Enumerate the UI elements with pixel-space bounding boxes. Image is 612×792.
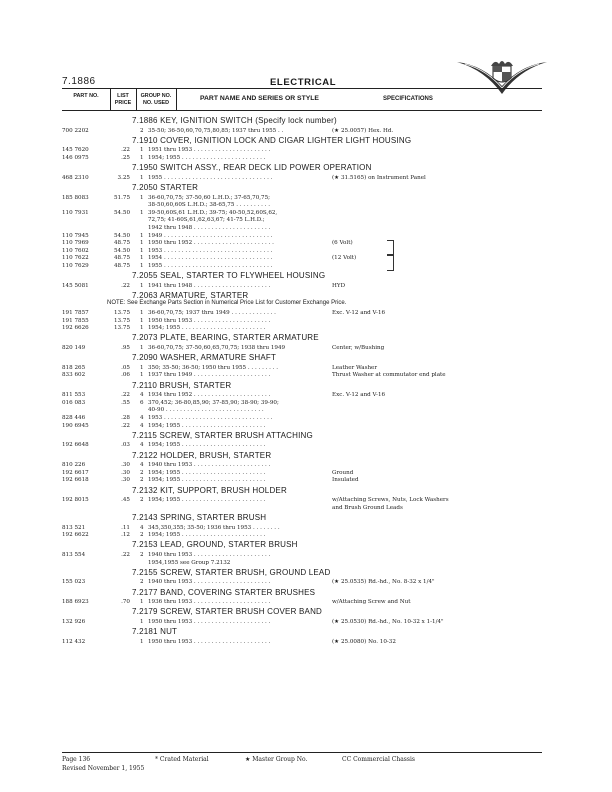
- list-price: .55: [121, 399, 130, 406]
- quantity-used: 1: [140, 209, 144, 216]
- series-description: 1955 . . . . . . . . . . . . . . . . . . . . . . . . . . . . . . .: [148, 174, 273, 181]
- part-row: [62, 504, 542, 512]
- list-price: .45: [121, 497, 130, 504]
- series-description: 1954; 1955 . . . . . . . . . . . . . . . . . . . . . . . .: [148, 442, 266, 449]
- series-description: 1954; 1955 . . . . . . . . . . . . . . . . . . . . . . . .: [148, 477, 266, 484]
- list-price: .22: [121, 552, 130, 558]
- list-price: 13.75: [113, 317, 130, 324]
- part-number: 155 023: [62, 579, 86, 586]
- part-number: 132 926: [62, 619, 86, 625]
- part-row: [62, 598, 542, 606]
- part-number: 145 7620: [62, 147, 89, 154]
- quantity-used: 4: [140, 524, 144, 531]
- quantity-used: 1: [140, 345, 144, 351]
- series-description: 36-60,70,75; 1937 thru 1949 . . . . . . . . . . . . .: [148, 310, 276, 316]
- quantity-used: 2: [140, 497, 144, 504]
- legend-master-group: ★ Master Group No.: [245, 756, 308, 763]
- part-number: 811 553: [62, 392, 86, 399]
- quantity-used: 2: [140, 532, 144, 539]
- part-row: [62, 262, 542, 270]
- series-description: 39-50,60S,61 L.H.D.; 39-75; 40-50,52,60S,62,: [148, 209, 278, 216]
- part-number: 191 7855: [62, 317, 89, 324]
- part-number: 110 7622: [62, 255, 89, 262]
- quantity-used: 1: [140, 282, 144, 289]
- part-row: [62, 578, 542, 586]
- part-row: [62, 371, 542, 379]
- group-heading: 7.2153 LEAD, GROUND, STARTER BRUSH: [132, 540, 298, 550]
- quantity-used: 1: [140, 194, 144, 201]
- specification: (★ 25.0057) Hex. Hd.: [332, 127, 394, 134]
- group-heading: 7.2122 HOLDER, BRUSH, STARTER: [132, 450, 272, 460]
- part-number: 188 6923: [62, 599, 89, 606]
- group-heading: 7.2055 SEAL, STARTER TO FLYWHEEL HOUSING: [132, 271, 326, 281]
- specification: Exc. V-12 and V-16: [332, 392, 386, 399]
- quantity-used: 6: [140, 399, 144, 406]
- column-header-part-no: PART NO.: [73, 93, 99, 99]
- quantity-used: 1: [140, 174, 144, 181]
- quantity-used: 1: [140, 147, 144, 154]
- list-price: .22: [121, 282, 130, 289]
- list-price: .03: [121, 442, 130, 449]
- list-price: .12: [121, 532, 130, 539]
- part-row: [62, 324, 542, 332]
- specification: and Brush Ground Leads: [332, 504, 403, 511]
- part-number: 192 6618: [62, 477, 89, 484]
- group-heading: 7.2143 SPRING, STARTER BRUSH: [132, 513, 267, 522]
- group-heading: 7.2090 WASHER, ARMATURE SHAFT: [132, 353, 277, 363]
- part-number: 820 149: [62, 345, 86, 351]
- part-number: 810 226: [62, 462, 86, 469]
- group-heading: 7.1950 SWITCH ASSY., REAR DECK LID POWER OPERATION: [132, 163, 372, 173]
- series-description: 1936 thru 1953 . . . . . . . . . . . . . . . . . . . . . .: [148, 599, 271, 606]
- part-number: 016 083: [62, 399, 86, 406]
- series-description: 1951 thru 1953 . . . . . . . . . . . . . . . . . . . . . .: [148, 147, 271, 154]
- part-row: [62, 638, 542, 646]
- part-number: 833 602: [62, 372, 86, 379]
- specification: (6 Volt): [332, 240, 353, 247]
- series-description: 35-50; 36-50,60,70,75,80,85; 1937 thru 1955 . .: [148, 127, 284, 134]
- part-number: 192 6622: [62, 532, 89, 539]
- group-number: 7.1886: [62, 76, 96, 87]
- quantity-used: 1: [140, 310, 144, 316]
- part-number: 700 2202: [62, 127, 89, 134]
- part-number: 818 265: [62, 364, 86, 371]
- specification: Exc. V-12 and V-16: [332, 310, 386, 316]
- list-price: .22: [121, 147, 130, 154]
- part-number: 110 7629: [62, 263, 89, 269]
- column-divider: [176, 89, 177, 110]
- section-title: ELECTRICAL: [270, 77, 337, 88]
- legend-crated: * Crated Material: [155, 756, 209, 763]
- group-heading: 7.2177 BAND, COVERING STARTER BRUSHES: [132, 587, 316, 597]
- list-price: .22: [121, 422, 130, 429]
- part-number: 192 6626: [62, 325, 89, 332]
- specification: Thrust Washer at commutator end plate: [332, 372, 446, 379]
- quantity-used: 1: [140, 247, 144, 254]
- series-description: 1950 thru 1953 . . . . . . . . . . . . . . . . . . . . . .: [148, 317, 271, 324]
- list-price: .95: [121, 345, 130, 351]
- page-number: Page 136: [62, 756, 91, 763]
- part-row: [62, 154, 542, 162]
- series-description: 38-50,60,60S L.H.D.; 38-65,75 . . . . . . . . . .: [148, 202, 270, 209]
- bracket-12-volt: [387, 255, 394, 270]
- group-heading: 7.2155 SCREW, STARTER BRUSH, GROUND LEAD: [132, 567, 331, 577]
- list-price: 54.50: [113, 209, 130, 216]
- group-heading: 7.2050 STARTER: [132, 183, 199, 192]
- part-row: [62, 441, 542, 449]
- specification: Leather Washer: [332, 364, 378, 371]
- quantity-used: 1: [140, 232, 144, 239]
- quantity-used: 1: [140, 255, 144, 262]
- group-heading: 7.1886 KEY, IGNITION SWITCH (Specify lock number): [132, 116, 337, 125]
- part-row: [62, 174, 542, 182]
- quantity-used: 2: [140, 552, 144, 558]
- group-heading: 7.2132 KIT, SUPPORT, BRUSH HOLDER: [132, 485, 287, 495]
- bracket-6-volt: [387, 240, 394, 255]
- series-description: 1934 thru 1952 . . . . . . . . . . . . . . . . . . . . . .: [148, 392, 271, 399]
- series-description: 1950 thru 1952 . . . . . . . . . . . . . . . . . . . . . . .: [148, 240, 274, 247]
- cadillac-crest-logo: [455, 56, 549, 98]
- part-number: 185 8083: [62, 194, 89, 201]
- quantity-used: 2: [140, 579, 144, 586]
- list-price: .30: [121, 477, 130, 484]
- group-heading: 7.2110 BRUSH, STARTER: [132, 380, 232, 390]
- list-price: 13.75: [113, 310, 130, 316]
- series-description: 1940 thru 1953 . . . . . . . . . . . . . . . . . . . . . .: [148, 579, 271, 586]
- list-price: 13.75: [113, 325, 130, 332]
- part-number: 828 446: [62, 415, 86, 421]
- series-description: 1954; 1955 . . . . . . . . . . . . . . . . . . . . . . . .: [148, 469, 266, 476]
- column-header-part-name: PART NAME AND SERIES OR STYLE: [200, 95, 319, 102]
- part-number: 468 2310: [62, 174, 89, 181]
- quantity-used: 1: [140, 619, 144, 625]
- series-description: 1954; 1955 . . . . . . . . . . . . . . . . . . . . . . . .: [148, 497, 266, 504]
- series-description: 1937 thru 1949 . . . . . . . . . . . . . . . . . . . . . .: [148, 372, 271, 379]
- group-heading: 7.2063 ARMATURE, STARTER: [132, 291, 249, 300]
- list-price: 48.75: [113, 240, 130, 247]
- revised-date: Revised November 1, 1955: [62, 765, 145, 772]
- series-description: 72,75; 41-60S,61,62,63,67; 41-75 L.H.D.;: [148, 217, 265, 224]
- series-description: 1954 . . . . . . . . . . . . . . . . . . . . . . . . . . . . . . .: [148, 255, 273, 262]
- quantity-used: 1: [140, 240, 144, 247]
- series-description: 1942 thru 1948 . . . . . . . . . . . . . . . . . . . . . .: [148, 225, 271, 231]
- quantity-used: 1: [140, 263, 144, 269]
- series-description: 1953 . . . . . . . . . . . . . . . . . . . . . . . . . . . . . . .: [148, 415, 273, 421]
- part-number: 110 7931: [62, 209, 89, 216]
- series-description: 1940 thru 1953 . . . . . . . . . . . . . . . . . . . . . .: [148, 462, 271, 469]
- specification: (★ 25.0535) Rd.-hd., No. 8-32 x 1/4": [332, 579, 435, 586]
- list-price: .05: [121, 364, 130, 371]
- series-description: 1954,1955 see Group 7.2132: [148, 559, 231, 566]
- part-number: 813 554: [62, 552, 86, 558]
- group-heading: 7.2181 NUT: [132, 627, 178, 637]
- quantity-used: 1: [140, 372, 144, 379]
- quantity-used: 4: [140, 422, 144, 429]
- specification: (★ 25.0080) No. 10-32: [332, 638, 396, 645]
- quantity-used: 1: [140, 638, 144, 645]
- specification: (★ 25.0530) Rd.-hd., No. 10-32 x 1-1/4": [332, 619, 444, 625]
- part-number: 813 521: [62, 524, 86, 531]
- part-number: 192 6648: [62, 442, 89, 449]
- part-number: 145 5081: [62, 282, 89, 289]
- group-heading: 7.2179 SCREW, STARTER BRUSH COVER BAND: [132, 607, 323, 617]
- series-description: 1940 thru 1953 . . . . . . . . . . . . . . . . . . . . . .: [148, 552, 271, 558]
- series-description: 1950 thru 1953 . . . . . . . . . . . . . . . . . . . . . .: [148, 638, 271, 645]
- part-number: 110 7602: [62, 247, 89, 254]
- group-heading: 7.2073 PLATE, BEARING, STARTER ARMATURE: [132, 333, 319, 343]
- series-description: 345,350,355; 35-50; 1936 thru 1953 . . . . . . . .: [148, 524, 280, 531]
- quantity-used: 4: [140, 442, 144, 449]
- quantity-used: 2: [140, 127, 144, 134]
- quantity-used: 2: [140, 469, 144, 476]
- series-description: 40-90 . . . . . . . . . . . . . . . . . . . . . . . . . . . .: [148, 407, 264, 414]
- list-price: 54.50: [113, 247, 130, 254]
- series-description: 350; 35-50; 36-50; 1950 thru 1955 . . . . . . . . .: [148, 364, 279, 371]
- list-price: 48.75: [113, 263, 130, 269]
- part-number: 191 7857: [62, 310, 89, 316]
- quantity-used: 1: [140, 599, 144, 606]
- header-rule-bottom: [62, 110, 542, 111]
- list-price: .25: [121, 155, 130, 161]
- quantity-used: 4: [140, 392, 144, 399]
- list-price: 48.75: [113, 255, 130, 262]
- part-row: [62, 476, 542, 484]
- series-description: 1954; 1955 . . . . . . . . . . . . . . . . . . . . . . . .: [148, 532, 266, 539]
- series-description: 1950 thru 1953 . . . . . . . . . . . . . . . . . . . . . .: [148, 619, 271, 625]
- part-number: 146 0975: [62, 155, 89, 161]
- column-header-specifications: SPECIFICATIONS: [383, 96, 433, 102]
- specification: HYD: [332, 282, 346, 289]
- specification: Insulated: [332, 477, 359, 484]
- quantity-used: 1: [140, 155, 144, 161]
- specification: Center, w/Bushing: [332, 345, 385, 351]
- part-row: [62, 127, 542, 135]
- quantity-used: 2: [140, 477, 144, 484]
- series-description: 1954; 1955 . . . . . . . . . . . . . . . . . . . . . . . .: [148, 325, 266, 332]
- quantity-used: 1: [140, 325, 144, 332]
- series-description: 1955 . . . . . . . . . . . . . . . . . . . . . . . . . . . . . . .: [148, 263, 273, 269]
- list-price: .30: [121, 462, 130, 469]
- group-heading: 7.1910 COVER, IGNITION LOCK AND CIGAR LIGHTER LIGHT HOUSING: [132, 135, 412, 145]
- part-row: [62, 618, 542, 626]
- footer-rule: [62, 752, 542, 753]
- series-description: 370,452; 36-80,85,90; 37-85,90; 38-90; 39-90;: [148, 399, 279, 406]
- list-price: .22: [121, 392, 130, 399]
- part-number: 192 6617: [62, 469, 89, 476]
- list-price: .30: [121, 469, 130, 476]
- list-price: 3.25: [117, 174, 130, 181]
- specification: (★ 31.5165) on Instrument Panel: [332, 174, 426, 181]
- quantity-used: 4: [140, 462, 144, 469]
- specification: w/Attaching Screw and Nut: [332, 599, 411, 606]
- quantity-used: 4: [140, 415, 144, 421]
- series-description: 36-60,70,75; 37-50,60 L.H.D.; 37-65,70,75;: [148, 194, 271, 201]
- group-note: NOTE: See Exchange Parts Section in Numerical Price List for Customer Exchange Price.: [107, 299, 347, 306]
- series-description: 36-60,70,75; 37-50,60,65,70,75; 1938 thru 1949: [148, 345, 286, 351]
- quantity-used: 1: [140, 317, 144, 324]
- list-price: .70: [121, 599, 130, 606]
- part-number: 192 8015: [62, 497, 89, 504]
- part-row: [62, 282, 542, 290]
- list-price: 51.75: [113, 194, 130, 201]
- header-rule-top: [62, 88, 542, 89]
- series-description: 1941 thru 1948 . . . . . . . . . . . . . . . . . . . . . .: [148, 282, 271, 289]
- part-row: [62, 344, 542, 352]
- part-row: [62, 422, 542, 430]
- series-description: 1949 . . . . . . . . . . . . . . . . . . . . . . . . . . . . . . .: [148, 232, 273, 239]
- column-header-group-no: GROUP NO. NO. USED: [140, 93, 172, 106]
- list-price: 54.50: [113, 232, 130, 239]
- part-row: [62, 559, 542, 567]
- part-number: 112 432: [62, 638, 86, 645]
- series-description: 1954; 1955 . . . . . . . . . . . . . . . . . . . . . . . .: [148, 155, 266, 161]
- group-heading: 7.2115 SCREW, STARTER BRUSH ATTACHING: [132, 430, 313, 440]
- series-description: 1953 . . . . . . . . . . . . . . . . . . . . . . . . . . . . . . .: [148, 247, 273, 254]
- part-number: 190 6945: [62, 422, 89, 429]
- specification: Ground: [332, 469, 354, 476]
- part-number: 110 7945: [62, 232, 89, 239]
- part-number: 110 7969: [62, 240, 89, 247]
- specification: w/Attaching Screws, Nuts, Lock Washers: [332, 497, 449, 504]
- list-price: .11: [121, 524, 130, 531]
- series-description: 1954; 1955 . . . . . . . . . . . . . . . . . . . . . . . .: [148, 422, 266, 429]
- column-header-list-price: LIST PRICE: [114, 93, 132, 106]
- list-price: .28: [121, 415, 130, 421]
- legend-commercial-chassis: CC Commercial Chassis: [342, 756, 415, 763]
- list-price: .06: [121, 372, 130, 379]
- quantity-used: 1: [140, 364, 144, 371]
- part-row: [62, 531, 542, 539]
- specification: (12 Volt): [332, 255, 357, 262]
